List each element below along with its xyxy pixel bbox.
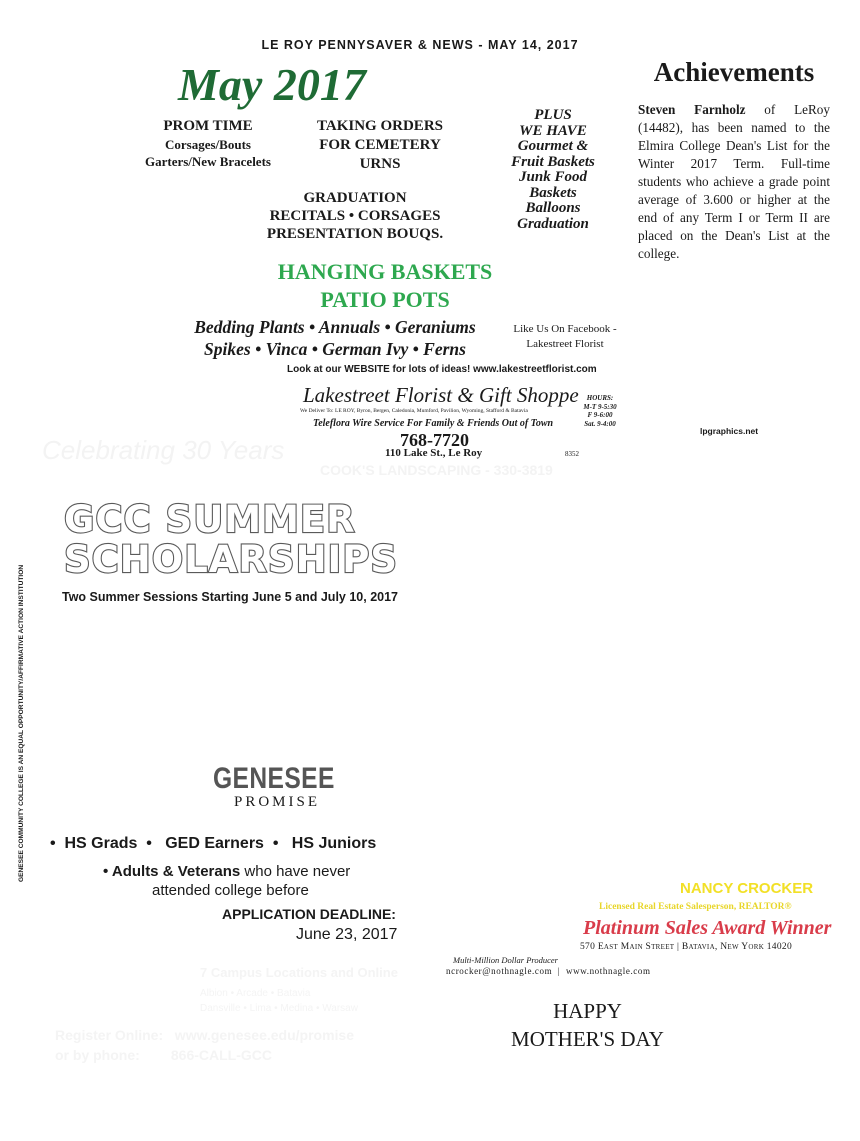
eligibility-bullets: • HS Grads • GED Earners • HS Juniors (50, 835, 377, 852)
plus-line: PLUS (534, 107, 572, 123)
hours-line: F 9-6:00 (587, 411, 613, 419)
plus-line: Junk Food (519, 169, 587, 185)
ad-code: 8352 (565, 450, 579, 458)
cemetery-line: URNS (359, 156, 401, 172)
florist-address: 110 Lake St., Le Roy (385, 447, 483, 459)
facebook-note (505, 322, 625, 352)
greeting-line: MOTHER'S DAY (511, 1027, 664, 1051)
equal-opportunity-statement: GENESEE COMMUNITY COLLEGE IS AN EQUAL OPPORTUNITY/AFFIRMATIVE ACTION INSTITUTION (18, 564, 25, 882)
hours-block (575, 394, 625, 428)
plus-line: Baskets (529, 184, 577, 201)
application-deadline-label: APPLICATION DEADLINE: (222, 906, 396, 922)
prom-heading: PROM TIME (163, 118, 253, 134)
multi-million-producer: Multi-Million Dollar Producer (453, 955, 558, 965)
hanging-baskets-block (215, 258, 555, 314)
plus-line: Graduation (517, 215, 589, 232)
realtor-license: Licensed Real Estate Salesperson, REALTOR® (599, 902, 792, 912)
cooks-landscaping-ghost-text: COOK'S LANDSCAPING - 330-3819 (320, 462, 553, 478)
plus-line: Fruit Baskets (511, 153, 595, 170)
prom-block (140, 117, 276, 170)
summer-sessions-line: Two Summer Sessions Starting June 5 and July 10, 2017 (62, 590, 398, 604)
gcc-summer-heading: GCC SUMMER (64, 498, 356, 541)
cemetery-line: FOR CEMETERY (319, 137, 441, 153)
adults-veterans-rest: who have never (240, 863, 351, 880)
bedding-plants-block (150, 316, 520, 360)
mothers-day-greeting (490, 997, 685, 1053)
register-phone-ghost-text: or by phone: 866-CALL-GCC (55, 1047, 273, 1063)
plus-line: WE HAVE (519, 122, 587, 139)
bedding-line: Spikes • Vinca • German Ivy • Ferns (204, 339, 466, 359)
hanging-line: HANGING BASKETS (277, 259, 493, 284)
graduation-line: PRESENTATION BOUQS. (266, 226, 444, 242)
realtor-contact: ncrocker@nothnagle.com | www.nothnagle.com (446, 966, 651, 976)
hours-line: Sat. 9-4:00 (584, 419, 616, 428)
hours-line: M-T 9-5:30 (583, 402, 617, 411)
achievements-title: Achievements (653, 57, 815, 87)
plus-line: Gourmet & (517, 138, 589, 154)
campus-towns-ghost-text: Albion • Arcade • Batavia (200, 988, 311, 999)
register-online-ghost-text: Register Online: www.genesee.edu/promise (55, 1027, 355, 1043)
lpgraphics-credit: lpgraphics.net (700, 426, 759, 436)
realtor-name: NANCY CROCKER (680, 880, 814, 897)
may-2017-title: May 2017 (178, 59, 366, 110)
prom-line: Corsages/Bouts (165, 137, 251, 152)
shop-name: Lakestreet Florist & Gift Shoppe (303, 383, 579, 407)
achievements-body (638, 101, 830, 263)
attended-college-line: attended college before (152, 882, 309, 899)
scholarships-heading: SCHOLARSHIPS (64, 538, 399, 581)
facebook-line: Like Us On Facebook - (513, 323, 617, 335)
plus-block (488, 108, 618, 232)
hours-line: HOURS: (586, 394, 614, 402)
application-deadline-date: June 23, 2017 (296, 926, 398, 943)
cemetery-block (306, 117, 454, 174)
platinum-award: Platinum Sales Award Winner (583, 917, 832, 939)
graduation-line: GRADUATION (303, 190, 407, 206)
achievements-text: of LeRoy (14482), has been named to the Elmira College Dean's List for the Winter 2017 Term. Full-time students who achieve a grade point average of 3.600 or higher at the end of any Term I or Term II are placed on the Dean's List at the college. (638, 102, 830, 261)
plus-line: Balloons (525, 200, 581, 216)
graduation-line: RECITALS • CORSAGES (269, 208, 441, 224)
genesee-logo-word: GENESEE (213, 762, 335, 795)
adults-veterans-bullet (103, 863, 350, 880)
cemetery-line: TAKING ORDERS (317, 118, 443, 134)
promise-logo-sub: PROMISE (234, 794, 321, 810)
graduation-block (255, 189, 455, 243)
teleflora-line: Teleflora Wire Service For Family & Friends Out of Town (313, 418, 554, 429)
website-line: Look at our WEBSITE for lots of ideas! www.lakestreetflorist.com (287, 364, 597, 375)
bedding-line: Bedding Plants • Annuals • Geraniums (194, 317, 476, 337)
delivery-area: We Deliver To: LE ROY, Byron, Bergen, Caledonia, Mumford, Pavilion, Wyoming, Stafford & Batavia (300, 408, 528, 414)
celebrating-ghost-text: Celebrating 30 Years (42, 435, 285, 465)
greeting-line: HAPPY (553, 999, 622, 1023)
campus-locations-ghost-text: 7 Campus Locations and Online (200, 965, 398, 980)
realtor-address: 570 East Main Street | Batavia, New York 14020 (580, 942, 793, 952)
campus-towns-ghost-text: Dansville • Lima • Medina • Warsaw (200, 1003, 358, 1014)
hanging-line: PATIO POTS (320, 287, 450, 312)
prom-line: Garters/New Bracelets (145, 154, 271, 169)
masthead: LE ROY PENNYSAVER & NEWS - MAY 14, 2017 (261, 38, 579, 52)
student-name: Steven Farnholz (638, 102, 746, 117)
florist-phone: 768-7720 (400, 430, 469, 450)
adults-veterans-label: • Adults & Veterans (103, 863, 241, 880)
facebook-line: Lakestreet Florist (526, 338, 604, 350)
